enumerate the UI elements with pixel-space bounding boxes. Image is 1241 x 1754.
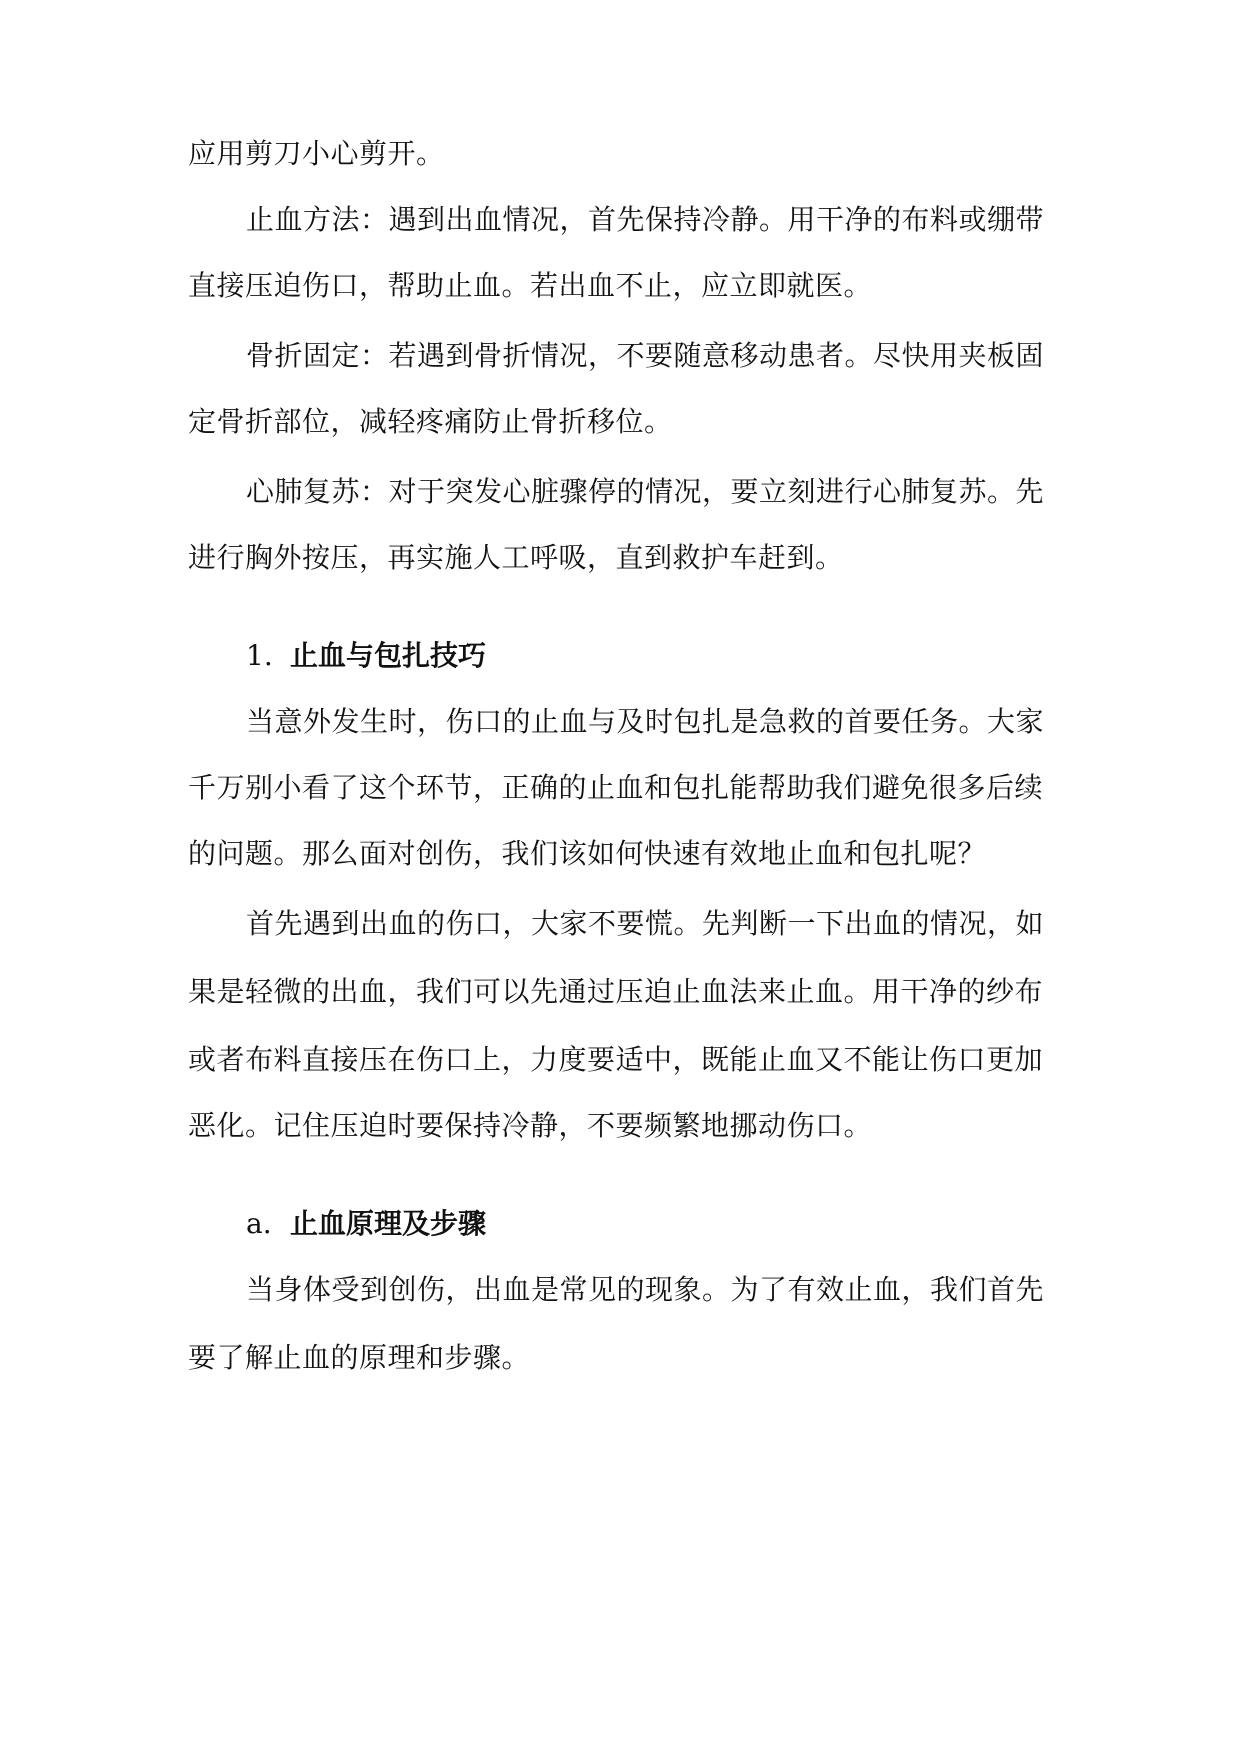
body-text-line: 进行胸外按压，再实施人工呼吸，直到救护车赶到。 <box>188 541 844 574</box>
section-heading <box>246 636 486 676</box>
section-number: 1. <box>246 639 273 672</box>
body-text-line: 当意外发生时，伤口的止血与及时包扎是急救的首要任务。大家 <box>246 705 1045 738</box>
body-text-line: 定骨折部位，减轻疼痛防止骨折移位。 <box>188 405 673 438</box>
body-text-line: 直接压迫伤口，帮助止血。若出血不止，应立即就医。 <box>188 269 873 302</box>
body-text-line: 要了解止血的原理和步骤。 <box>188 1341 531 1374</box>
subsection-heading <box>246 1204 486 1244</box>
body-text-line: 止血方法：遇到出血情况，首先保持冷静。用干净的布料或绷带 <box>246 203 1045 236</box>
subsection-number: a. <box>246 1207 272 1240</box>
subsection-title: 止血原理及步骤 <box>290 1207 487 1240</box>
body-text-line: 当身体受到创伤，出血是常见的现象。为了有效止血，我们首先 <box>246 1273 1045 1306</box>
body-text-line: 千万别小看了这个环节，正确的止血和包扎能帮助我们避免很多后续 <box>188 771 1044 804</box>
body-text-line: 果是轻微的出血，我们可以先通过压迫止血法来止血。用干净的纱布 <box>188 975 1044 1008</box>
body-text-line: 的问题。那么面对创伤，我们该如何快速有效地止血和包扎呢？ <box>188 837 987 870</box>
section-title: 止血与包扎技巧 <box>290 639 487 672</box>
body-text-line: 心肺复苏：对于突发心脏骤停的情况，要立刻进行心肺复苏。先 <box>246 475 1045 508</box>
body-text-line: 首先遇到出血的伤口，大家不要慌。先判断一下出血的情况，如 <box>246 907 1045 940</box>
body-text-line: 应用剪刀小心剪开。 <box>188 137 445 170</box>
body-text-line: 骨折固定：若遇到骨折情况，不要随意移动患者。尽快用夹板固 <box>246 339 1045 372</box>
body-text-line: 或者布料直接压在伤口上，力度要适中，既能止血又不能让伤口更加 <box>188 1043 1044 1076</box>
body-text-line: 恶化。记住压迫时要保持冷静，不要频繁地挪动伤口。 <box>188 1109 873 1142</box>
